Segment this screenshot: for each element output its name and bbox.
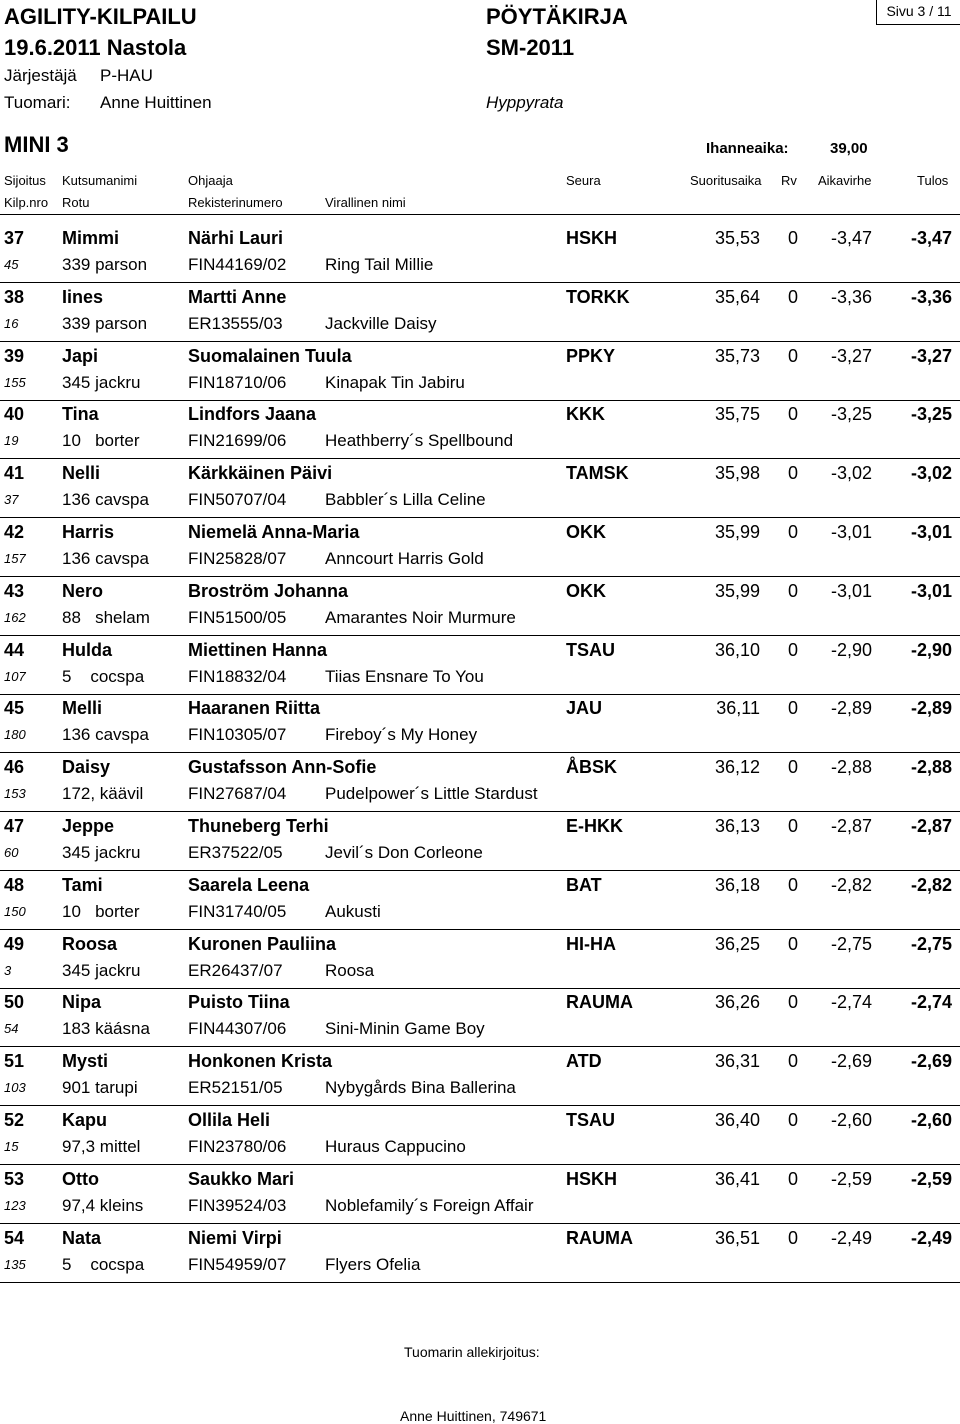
col-call-name: Kutsumanimi (62, 173, 138, 188)
cell-reg: FIN54959/07 (188, 1254, 287, 1274)
cell-tf: -2,74 (830, 992, 872, 1013)
date-place: 19.6.2011 Nastola (4, 35, 187, 60)
cell-faults: 0 (787, 1227, 798, 1248)
cell-result: -3,36 (910, 286, 952, 307)
cell-club: ÅBSK (566, 757, 618, 778)
cell-reg: FIN39524/03 (188, 1195, 287, 1215)
col-result: Tulos (917, 173, 949, 188)
cell-rank: 51 (4, 1051, 25, 1072)
cell-rank: 50 (4, 992, 25, 1013)
cell-result: -2,49 (910, 1227, 952, 1248)
cell-handler: Haaranen Riitta (188, 698, 321, 719)
cell-no: 135 (4, 1256, 26, 1272)
cell-handler: Saarela Leena (188, 874, 310, 895)
cell-name: Flyers Ofelia (325, 1254, 421, 1274)
cell-dog: Mimmi (62, 228, 120, 248)
cell-reg: FIN10305/07 (188, 725, 287, 745)
cell-reg: FIN31740/05 (188, 901, 287, 921)
cell-name: Sini-Minin Game Boy (325, 1019, 485, 1039)
table-row (0, 636, 960, 695)
cell-tf: -3,27 (830, 345, 872, 366)
cell-reg: FIN25828/07 (188, 549, 287, 568)
cell-rank: 44 (4, 639, 25, 660)
cell-result: -2,90 (910, 639, 952, 660)
cell-dog: Japi (62, 345, 99, 366)
cell-dog: Tina (62, 404, 99, 425)
table-row (0, 459, 960, 518)
cell-faults: 0 (787, 345, 798, 366)
cell-faults: 0 (787, 228, 798, 248)
table-row (0, 518, 960, 577)
cell-dog: Nero (62, 580, 104, 601)
cell-tf: -2,82 (830, 874, 872, 895)
cell-name: Jackville Daisy (325, 313, 437, 333)
cell-no: 153 (4, 786, 26, 802)
cell-reg: ER37522/05 (188, 843, 283, 862)
table-row (0, 1106, 960, 1165)
cell-tf: -2,87 (830, 816, 872, 836)
cell-time: 35,99 (714, 580, 760, 601)
cell-handler: Niemi Virpi (188, 1227, 282, 1248)
cell-breed: 136 cavspa (62, 490, 149, 510)
cell-reg: FIN21699/06 (188, 431, 287, 451)
cell-no: 16 (4, 315, 19, 331)
cell-dog: Daisy (62, 757, 111, 778)
cell-reg: ER13555/03 (188, 313, 283, 333)
cell-time: 36,18 (714, 874, 760, 895)
cell-rank: 40 (4, 404, 25, 425)
cell-no: 157 (4, 551, 26, 566)
cell-time: 36,40 (714, 1110, 760, 1130)
col-time-fault: Aikavirhe (818, 173, 872, 188)
cell-no: 180 (4, 727, 26, 743)
cell-result: -2,60 (910, 1110, 952, 1130)
cell-handler: Kuronen Pauliina (188, 933, 337, 954)
cell-time: 36,10 (714, 639, 760, 660)
cell-name: Roosa (325, 960, 375, 980)
cell-tf: -2,60 (830, 1110, 872, 1130)
table-row (0, 1047, 960, 1106)
cell-result: -3,01 (910, 522, 952, 542)
cell-faults: 0 (787, 463, 798, 484)
cell-club: HSKH (566, 1168, 618, 1189)
cell-name: Heathberry´s Spellbound (325, 431, 514, 451)
cell-breed: 172, käävil (62, 784, 144, 804)
cell-dog: Otto (62, 1168, 99, 1189)
cell-dog: Kapu (62, 1110, 107, 1130)
table-row (0, 342, 960, 401)
cell-reg: FIN27687/04 (188, 784, 287, 804)
cell-result: -3,02 (910, 463, 952, 484)
cell-tf: -2,69 (830, 1051, 872, 1072)
cell-club: TORKK (566, 286, 630, 307)
cell-dog: Hulda (62, 639, 113, 660)
organizer-value: P-HAU (100, 66, 153, 85)
cell-tf: -3,01 (830, 580, 872, 601)
cell-tf: -2,49 (830, 1227, 872, 1248)
cell-result: -2,87 (910, 816, 952, 836)
table-row (0, 812, 960, 871)
cell-result: -3,25 (910, 404, 952, 425)
signature-name: Anne Huittinen, 749671 (400, 1408, 547, 1424)
cell-handler: Lindfors Jaana (188, 404, 317, 425)
cell-handler: Puisto Tiina (188, 992, 290, 1013)
cell-time: 35,98 (714, 463, 760, 484)
col-reg-no: Rekisterinumero (188, 195, 283, 210)
cell-result: -2,89 (910, 698, 952, 719)
cell-time: 36,51 (714, 1227, 760, 1248)
cell-faults: 0 (787, 404, 798, 425)
cell-club: JAU (566, 698, 603, 719)
cell-breed: 97,3 mittel (62, 1137, 141, 1156)
protocol-title: PÖYTÄKIRJA (486, 4, 628, 29)
cell-club: ATD (566, 1051, 602, 1072)
cell-club: RAUMA (566, 992, 633, 1013)
cell-club: KKK (566, 404, 605, 425)
cell-dog: Tami (62, 874, 103, 895)
table-row (0, 224, 960, 283)
cell-result: -2,75 (910, 933, 952, 954)
cell-club: RAUMA (566, 1227, 633, 1248)
cell-handler: Gustafsson Ann-Sofie (188, 757, 377, 778)
table-row (0, 871, 960, 930)
cell-no: 37 (4, 492, 19, 508)
header-rule (0, 214, 960, 215)
cell-faults: 0 (787, 1168, 798, 1189)
cell-handler: Suomalainen Tuula (188, 345, 352, 366)
course-name: Hyppyrata (486, 93, 564, 112)
col-official-name: Virallinen nimi (325, 195, 406, 210)
ideal-time-value: 39,00 (830, 140, 868, 157)
cell-club: OKK (566, 522, 606, 542)
row-divider (0, 1282, 960, 1283)
cell-tf: -2,88 (830, 757, 872, 778)
ideal-time-label: Ihanneaika: (706, 140, 789, 157)
cell-reg: FIN44307/06 (188, 1019, 287, 1039)
cell-faults: 0 (787, 639, 798, 660)
table-row (0, 988, 960, 1047)
cell-tf: -2,90 (830, 639, 872, 660)
cell-name: Kinapak Tin Jabiru (325, 372, 465, 392)
judge-value: Anne Huittinen (100, 93, 212, 112)
cell-no: 15 (4, 1139, 19, 1154)
table-row (0, 577, 960, 636)
cell-time: 36,41 (714, 1168, 760, 1189)
cell-reg: ER26437/07 (188, 960, 283, 980)
signature-label: Tuomarin allekirjoitus: (404, 1344, 540, 1360)
cell-name: Fireboy´s My Honey (325, 725, 478, 745)
cell-tf: -3,47 (830, 228, 872, 248)
table-row (0, 1165, 960, 1224)
table-row (0, 930, 960, 989)
cell-faults: 0 (787, 816, 798, 836)
class-name: MINI 3 (4, 132, 69, 157)
cell-rank: 37 (4, 228, 25, 248)
cell-dog: Mysti (62, 1051, 109, 1072)
cell-club: OKK (566, 580, 606, 601)
event-name: SM-2011 (486, 35, 575, 60)
cell-name: Babbler´s Lilla Celine (325, 490, 486, 510)
cell-faults: 0 (787, 933, 798, 954)
cell-result: -2,59 (910, 1168, 952, 1189)
page-indicator: Sivu 3 / 11 (876, 0, 960, 25)
cell-club: TAMSK (566, 463, 629, 484)
cell-tf: -3,36 (830, 286, 872, 307)
cell-breed: 345 jackru (62, 372, 141, 392)
cell-tf: -2,75 (830, 933, 872, 954)
organizer-label: Järjestäjä (4, 66, 77, 85)
cell-time: 36,13 (714, 816, 760, 836)
col-start-no: Kilp.nro (4, 195, 49, 210)
cell-reg: FIN50707/04 (188, 490, 287, 510)
cell-breed: 88 shelam (62, 607, 150, 627)
col-time: Suoritusaika (690, 173, 762, 188)
cell-reg: ER52151/05 (188, 1078, 283, 1098)
cell-faults: 0 (787, 874, 798, 895)
cell-rank: 43 (4, 580, 25, 601)
cell-name: Anncourt Harris Gold (325, 549, 484, 568)
cell-dog: Melli (62, 698, 103, 719)
cell-faults: 0 (787, 1110, 798, 1130)
cell-rank: 52 (4, 1110, 25, 1130)
cell-no: 60 (4, 845, 19, 860)
cell-result: -2,82 (910, 874, 952, 895)
cell-club: HSKH (566, 228, 618, 248)
cell-breed: 901 tarupi (62, 1078, 138, 1098)
cell-result: -3,27 (910, 345, 952, 366)
cell-name: Aukusti (325, 901, 381, 921)
table-row (0, 1224, 960, 1283)
cell-dog: Iines (62, 286, 104, 307)
cell-time: 35,64 (714, 286, 760, 307)
cell-handler: Martti Anne (188, 286, 287, 307)
cell-faults: 0 (787, 580, 798, 601)
table-row (0, 753, 960, 812)
cell-no: 162 (4, 609, 26, 625)
cell-time: 36,12 (714, 757, 760, 778)
competition-title: AGILITY-KILPAILU (4, 4, 197, 29)
table-row (0, 400, 960, 459)
cell-rank: 49 (4, 933, 25, 954)
cell-result: -2,69 (910, 1051, 952, 1072)
cell-club: HI-HA (566, 933, 616, 954)
cell-time: 35,99 (714, 522, 760, 542)
cell-name: Nybygårds Bina Ballerina (325, 1078, 516, 1098)
cell-dog: Harris (62, 522, 115, 542)
cell-name: Tiias Ensnare To You (325, 666, 484, 686)
cell-handler: Niemelä Anna-Maria (188, 522, 360, 542)
cell-breed: 5 cocspa (62, 1254, 145, 1274)
cell-rank: 46 (4, 757, 25, 778)
cell-no: 150 (4, 903, 26, 919)
cell-no: 103 (4, 1080, 26, 1096)
cell-no: 19 (4, 433, 19, 449)
cell-breed: 10 borter (62, 901, 140, 921)
cell-breed: 183 käásna (62, 1019, 150, 1039)
cell-rank: 39 (4, 345, 25, 366)
cell-no: 3 (4, 962, 12, 978)
cell-result: -2,88 (910, 757, 952, 778)
cell-reg: FIN18710/06 (188, 372, 287, 392)
cell-rank: 47 (4, 816, 25, 836)
cell-reg: FIN51500/05 (188, 607, 287, 627)
cell-faults: 0 (787, 992, 798, 1013)
cell-breed: 345 jackru (62, 843, 141, 862)
cell-no: 54 (4, 1021, 19, 1037)
cell-handler: Ollila Heli (188, 1110, 271, 1130)
cell-dog: Nipa (62, 992, 102, 1013)
cell-club: E-HKK (566, 816, 623, 836)
col-breed: Rotu (62, 195, 90, 210)
cell-name: Ring Tail Millie (325, 255, 434, 274)
cell-breed: 97,4 kleins (62, 1195, 144, 1215)
cell-time: 35,53 (714, 228, 760, 248)
cell-reg: FIN44169/02 (188, 255, 287, 274)
cell-result: -3,01 (910, 580, 952, 601)
cell-time: 35,73 (714, 345, 760, 366)
cell-tf: -3,01 (830, 522, 872, 542)
cell-time: 36,11 (716, 698, 760, 719)
cell-club: BAT (566, 874, 602, 895)
cell-dog: Nelli (62, 463, 101, 484)
table-row (0, 694, 960, 753)
cell-handler: Miettinen Hanna (188, 639, 328, 660)
cell-breed: 5 cocspa (62, 666, 145, 686)
cell-breed: 136 cavspa (62, 549, 149, 568)
cell-dog: Roosa (62, 933, 118, 954)
cell-rank: 42 (4, 522, 25, 542)
cell-handler: Närhi Lauri (188, 228, 284, 248)
cell-no: 107 (4, 668, 26, 684)
cell-reg: FIN23780/06 (188, 1137, 287, 1156)
cell-no: 123 (4, 1197, 26, 1213)
cell-dog: Jeppe (62, 816, 115, 836)
cell-no: 155 (4, 374, 26, 390)
cell-breed: 339 parson (62, 255, 148, 274)
cell-faults: 0 (787, 522, 798, 542)
cell-breed: 10 borter (62, 431, 140, 451)
cell-handler: Thuneberg Terhi (188, 816, 329, 836)
cell-breed: 345 jackru (62, 960, 141, 980)
cell-tf: -3,25 (830, 404, 872, 425)
judge-label: Tuomari: (4, 93, 71, 112)
cell-result: -2,74 (910, 992, 952, 1013)
cell-handler: Broström Johanna (188, 580, 349, 601)
cell-rank: 41 (4, 463, 25, 484)
cell-rank: 38 (4, 286, 25, 307)
cell-name: Jevil´s Don Corleone (325, 843, 483, 862)
cell-tf: -2,89 (830, 698, 872, 719)
cell-handler: Saukko Mari (188, 1168, 295, 1189)
cell-result: -3,47 (910, 228, 952, 248)
cell-time: 36,26 (714, 992, 760, 1013)
cell-tf: -2,59 (830, 1168, 872, 1189)
cell-tf: -3,02 (830, 463, 872, 484)
cell-handler: Kärkkäinen Päivi (188, 463, 333, 484)
cell-reg: FIN18832/04 (188, 666, 287, 686)
cell-name: Noblefamily´s Foreign Affair (325, 1195, 534, 1215)
cell-name: Pudelpower´s Little Stardust (325, 784, 538, 804)
cell-name: Huraus Cappucino (325, 1137, 466, 1156)
col-club: Seura (566, 173, 601, 188)
col-handler: Ohjaaja (188, 173, 233, 188)
cell-club: PPKY (566, 345, 616, 366)
cell-faults: 0 (787, 757, 798, 778)
cell-faults: 0 (787, 698, 798, 719)
col-faults: Rv (781, 173, 797, 188)
cell-no: 45 (4, 257, 19, 272)
col-rank: Sijoitus (4, 173, 46, 188)
cell-handler: Honkonen Krista (188, 1051, 333, 1072)
cell-breed: 136 cavspa (62, 725, 149, 745)
cell-time: 35,75 (714, 404, 760, 425)
cell-rank: 54 (4, 1227, 25, 1248)
cell-club: TSAU (566, 639, 615, 660)
cell-breed: 339 parson (62, 313, 148, 333)
cell-rank: 45 (4, 698, 25, 719)
cell-club: TSAU (566, 1110, 615, 1130)
cell-name: Amarantes Noir Murmure (325, 607, 516, 627)
cell-faults: 0 (787, 1051, 798, 1072)
cell-dog: Nata (62, 1227, 102, 1248)
cell-faults: 0 (787, 286, 798, 307)
cell-time: 36,31 (714, 1051, 760, 1072)
cell-time: 36,25 (714, 933, 760, 954)
table-row (0, 283, 960, 342)
cell-rank: 53 (4, 1168, 25, 1189)
cell-rank: 48 (4, 874, 25, 895)
